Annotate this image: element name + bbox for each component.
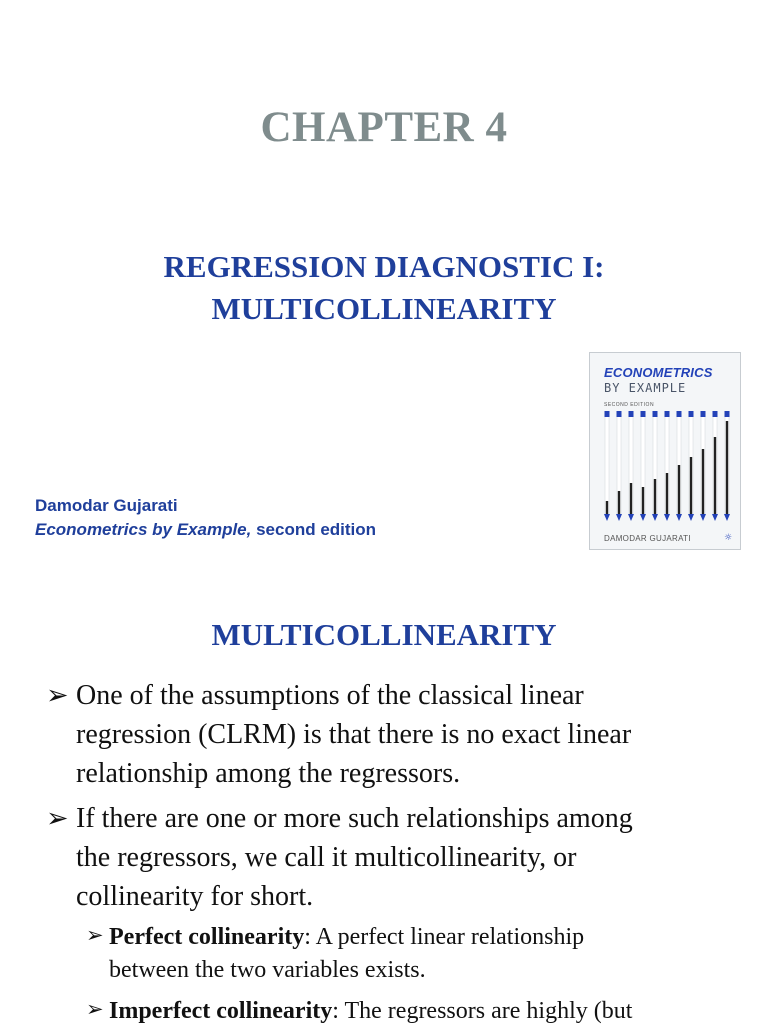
subtitle-line-1: REGRESSION DIAGNOSTIC I: [163, 249, 605, 284]
bullet-line: collinearity for short. [76, 881, 314, 912]
subbullet-item [109, 921, 749, 987]
term-perfect-collinearity: Perfect collinearity [109, 924, 305, 950]
book-cover [589, 352, 741, 550]
bullet-arrow-icon: ➢ [46, 680, 69, 711]
cover-title: ECONOMETRICS [604, 365, 713, 380]
chapter-heading: CHAPTER 4 [260, 104, 508, 151]
subtitle-line-2: MULTICOLLINEARITY [211, 291, 557, 326]
bullet-item [76, 676, 746, 793]
bullet-line: relationship among the regressors. [76, 758, 461, 789]
bullet-line: If there are one or more such relationships among [76, 803, 633, 834]
bullet-item [76, 799, 746, 916]
subbullet-arrow-icon: ➢ [86, 923, 104, 947]
author-block [35, 494, 376, 542]
bullet-line: One of the assumptions of the classical linear [76, 680, 584, 711]
subbullet-arrow-icon: ➢ [86, 997, 104, 1021]
cover-edition-label: SECOND EDITION [604, 402, 655, 408]
subbullet-line [109, 995, 749, 1028]
slide-subtitle [0, 246, 768, 330]
publisher-logo-icon: ☼ [724, 533, 733, 543]
subbullet-item [109, 995, 749, 1028]
term-imperfect-collinearity: Imperfect collinearity [109, 998, 333, 1024]
bullet-line: the regressors, we call it multicollinearity, or [76, 842, 577, 873]
book-reference [35, 518, 376, 542]
subbullet-line [109, 921, 749, 954]
section-title: MULTICOLLINEARITY [211, 617, 557, 652]
bullet-arrow-icon: ➢ [46, 803, 69, 834]
book-edition: second edition [251, 520, 377, 539]
cover-subtitle: BY EXAMPLE [604, 381, 687, 395]
definition-text: : A perfect linear relationship [304, 924, 585, 950]
subbullet-line: between the two variables exists. [109, 957, 426, 983]
book-title: Econometrics by Example, [35, 520, 252, 539]
cover-author: DAMODAR GUJARATI [604, 534, 691, 543]
bullet-line: regression (CLRM) is that there is no exact linear [76, 719, 632, 750]
definition-text: : The regressors are highly (but [332, 998, 633, 1024]
author-name: Damodar Gujarati [35, 496, 178, 515]
